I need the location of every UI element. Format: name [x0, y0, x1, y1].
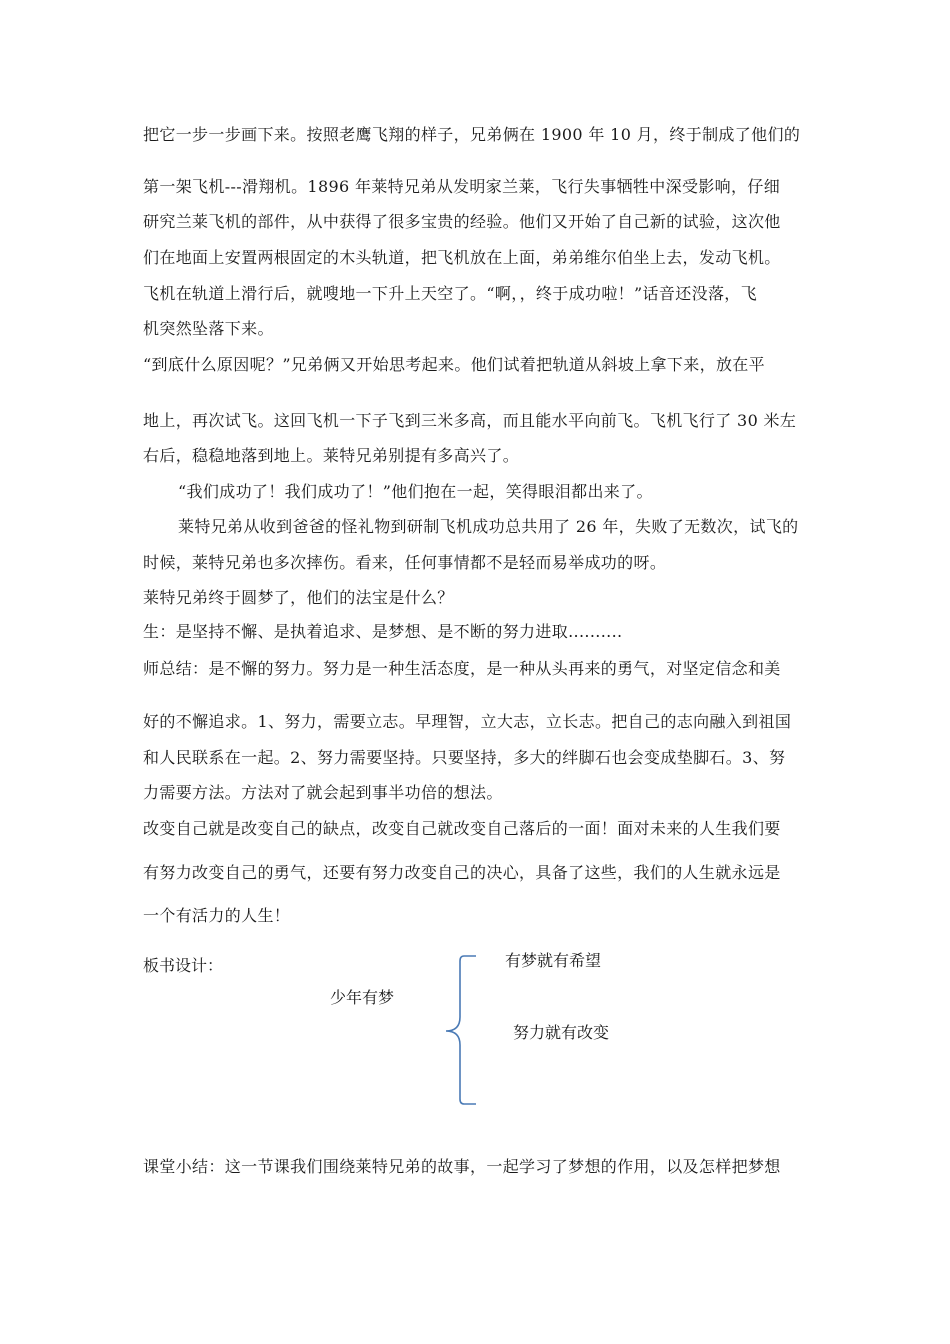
- text-line: 生：是坚持不懈、是执着追求、是梦想、是不断的努力进取..........: [143, 622, 623, 641]
- text-line: 第一架飞机---滑翔机。1896 年莱特兄弟从发明家兰莱，飞行失事牺牲中深受影响，仔细: [143, 177, 781, 196]
- text-line: 地上，再次试飞。这回飞机一下子飞到三米多高，而且能水平向前飞。飞机飞行了 30 米左: [143, 411, 797, 430]
- text-line: 和人民联系在一起。2、努力需要坚持。只要坚持，多大的绊脚石也会变成垫脚石。3、努: [143, 748, 786, 767]
- text-line: 飞机在轨道上滑行后，就嗖地一下升上天空了。“啊，，终于成功啦！”话音还没落，飞: [143, 284, 758, 303]
- class-summary-line: 课堂小结：这一节课我们围绕莱特兄弟的故事，一起学习了梦想的作用，以及怎样把梦想: [143, 1157, 781, 1176]
- text-line: 改变自己就是改变自己的缺点，改变自己就改变自己落后的一面！面对未来的人生我们要: [143, 819, 781, 838]
- text-line: 机突然坠落下来。: [143, 319, 274, 338]
- text-line: “我们成功了！我们成功了！”他们抱在一起，笑得眼泪都出来了。: [178, 482, 653, 501]
- text-line: 师总结：是不懈的努力。努力是一种生活态度，是一种从头再来的勇气，对坚定信念和美: [143, 659, 781, 678]
- text-line: 好的不懈追求。1、努力，需要立志。早理智，立大志，立长志。把自己的志向融入到祖国: [143, 712, 792, 731]
- text-line: 力需要方法。方法对了就会起到事半功倍的想法。: [143, 783, 503, 802]
- curly-brace-icon: [440, 953, 480, 1109]
- text-line: 们在地面上安置两根固定的木头轨道，把飞机放在上面，弟弟维尔伯坐上去，发动飞机。: [143, 248, 781, 267]
- text-line: 研究兰莱飞机的部件，从中获得了很多宝贵的经验。他们又开始了自己新的试验，这次他: [143, 212, 781, 231]
- text-line: 莱特兄弟终于圆梦了，他们的法宝是什么？: [143, 588, 454, 607]
- board-design-label: 板书设计：: [143, 956, 224, 975]
- text-line: 一个有活力的人生！: [143, 906, 291, 925]
- text-line: 把它一步一步画下来。按照老鹰飞翔的样子，兄弟俩在 1900 年 10 月，终于制成了他们的: [143, 125, 801, 144]
- board-center-text: 少年有梦: [330, 988, 395, 1007]
- board-item-change: 努力就有改变: [513, 1023, 610, 1042]
- text-line: 时候，莱特兄弟也多次摔伤。看来，任何事情都不是轻而易举成功的呀。: [143, 553, 667, 572]
- text-line: 莱特兄弟从收到爸爸的怪礼物到研制飞机成功总共用了 26 年，失败了无数次，试飞的: [178, 517, 799, 536]
- text-line: 有努力改变自己的勇气，还要有努力改变自己的决心，具备了这些，我们的人生就永远是: [143, 863, 781, 882]
- text-line: “到底什么原因呢？”兄弟俩又开始思考起来。他们试着把轨道从斜坡上拿下来，放在平: [143, 355, 766, 374]
- board-item-hope: 有梦就有希望: [505, 951, 602, 970]
- text-line: 右后，稳稳地落到地上。莱特兄弟别提有多高兴了。: [143, 446, 520, 465]
